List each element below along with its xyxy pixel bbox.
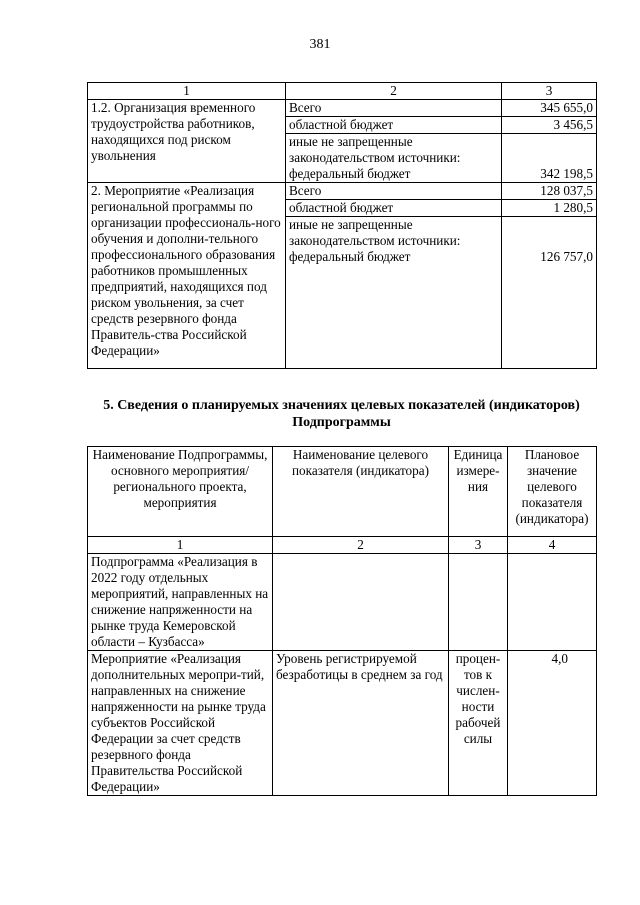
funding-value: 126 757,0 (502, 217, 597, 369)
page-number: 381 (309, 37, 331, 52)
header-cell: 1 (88, 83, 286, 100)
program-name: Подпрограмма «Реализация в 2022 году отдельных мероприятий, направленных на снижение напряженности на рынке труда Кемеровской области – Кузбасса» (88, 554, 273, 651)
header-cell: 3 (449, 537, 508, 554)
funding-source: Всего (286, 183, 502, 200)
funding-value: 128 037,5 (502, 183, 597, 200)
funding-source: иные не запрещенные законодательством источники: федеральный бюджет (286, 134, 502, 183)
header-cell: 2 (286, 83, 502, 100)
indicator-name (273, 554, 449, 651)
planned-value: 4,0 (508, 651, 597, 796)
table-header-row (88, 447, 597, 537)
column-header: Наименование целевого показателя (индикатора) (273, 447, 449, 537)
section-title: 5. Сведения о планируемых значениях целевых показателей (индикаторов) Подпрограммы (103, 398, 580, 430)
program-name: Мероприятие «Реализация дополнительных меропри-тий, направленных на снижение напряженности на рынке труда субъектов Российской Федерации за счет средств резервного фонда Правительства Российской Федерации» (88, 651, 273, 796)
funding-value: 345 655,0 (502, 100, 597, 117)
table-row (88, 100, 597, 117)
funding-source: областной бюджет (286, 200, 502, 217)
funding-value: 3 456,5 (502, 117, 597, 134)
header-cell: 3 (502, 83, 597, 100)
indicators-table (87, 446, 597, 796)
funding-value: 1 280,5 (502, 200, 597, 217)
funding-source: областной бюджет (286, 117, 502, 134)
column-header: Наименование Подпрограммы, основного мероприятия/ регионального проекта, мероприятия (88, 447, 273, 537)
funding-value: 342 198,5 (502, 134, 597, 183)
measure-name: 1.2. Организация временного трудоустройства работников, находящихся под риском увольнения (88, 100, 286, 183)
header-cell: 1 (88, 537, 273, 554)
funding-table (87, 82, 597, 369)
unit (449, 554, 508, 651)
table-row (88, 651, 597, 796)
planned-value (508, 554, 597, 651)
column-header: Единица измере-ния (449, 447, 508, 537)
funding-source: Всего (286, 100, 502, 117)
header-cell: 4 (508, 537, 597, 554)
table-row (88, 554, 597, 651)
column-header: Плановое значение целевого показателя (индикатора) (508, 447, 597, 537)
header-cell: 2 (273, 537, 449, 554)
funding-source: иные не запрещенные законодательством источники: федеральный бюджет (286, 217, 502, 369)
table-number-row (88, 537, 597, 554)
unit: процен-тов к числен-ности рабочей силы (449, 651, 508, 796)
table-row (88, 183, 597, 200)
table-header-row (88, 83, 597, 100)
measure-name: 2. Мероприятие «Реализация региональной программы по организации профессиональ-ного обучения и дополни-тельного профессионального образования работников промышленных предприятий, находящихся под риском увольнения, за счет средств резервного фонда Правитель-ства Российской Федерации» (88, 183, 286, 369)
indicator-name: Уровень регистрируемой безработицы в среднем за год (273, 651, 449, 796)
